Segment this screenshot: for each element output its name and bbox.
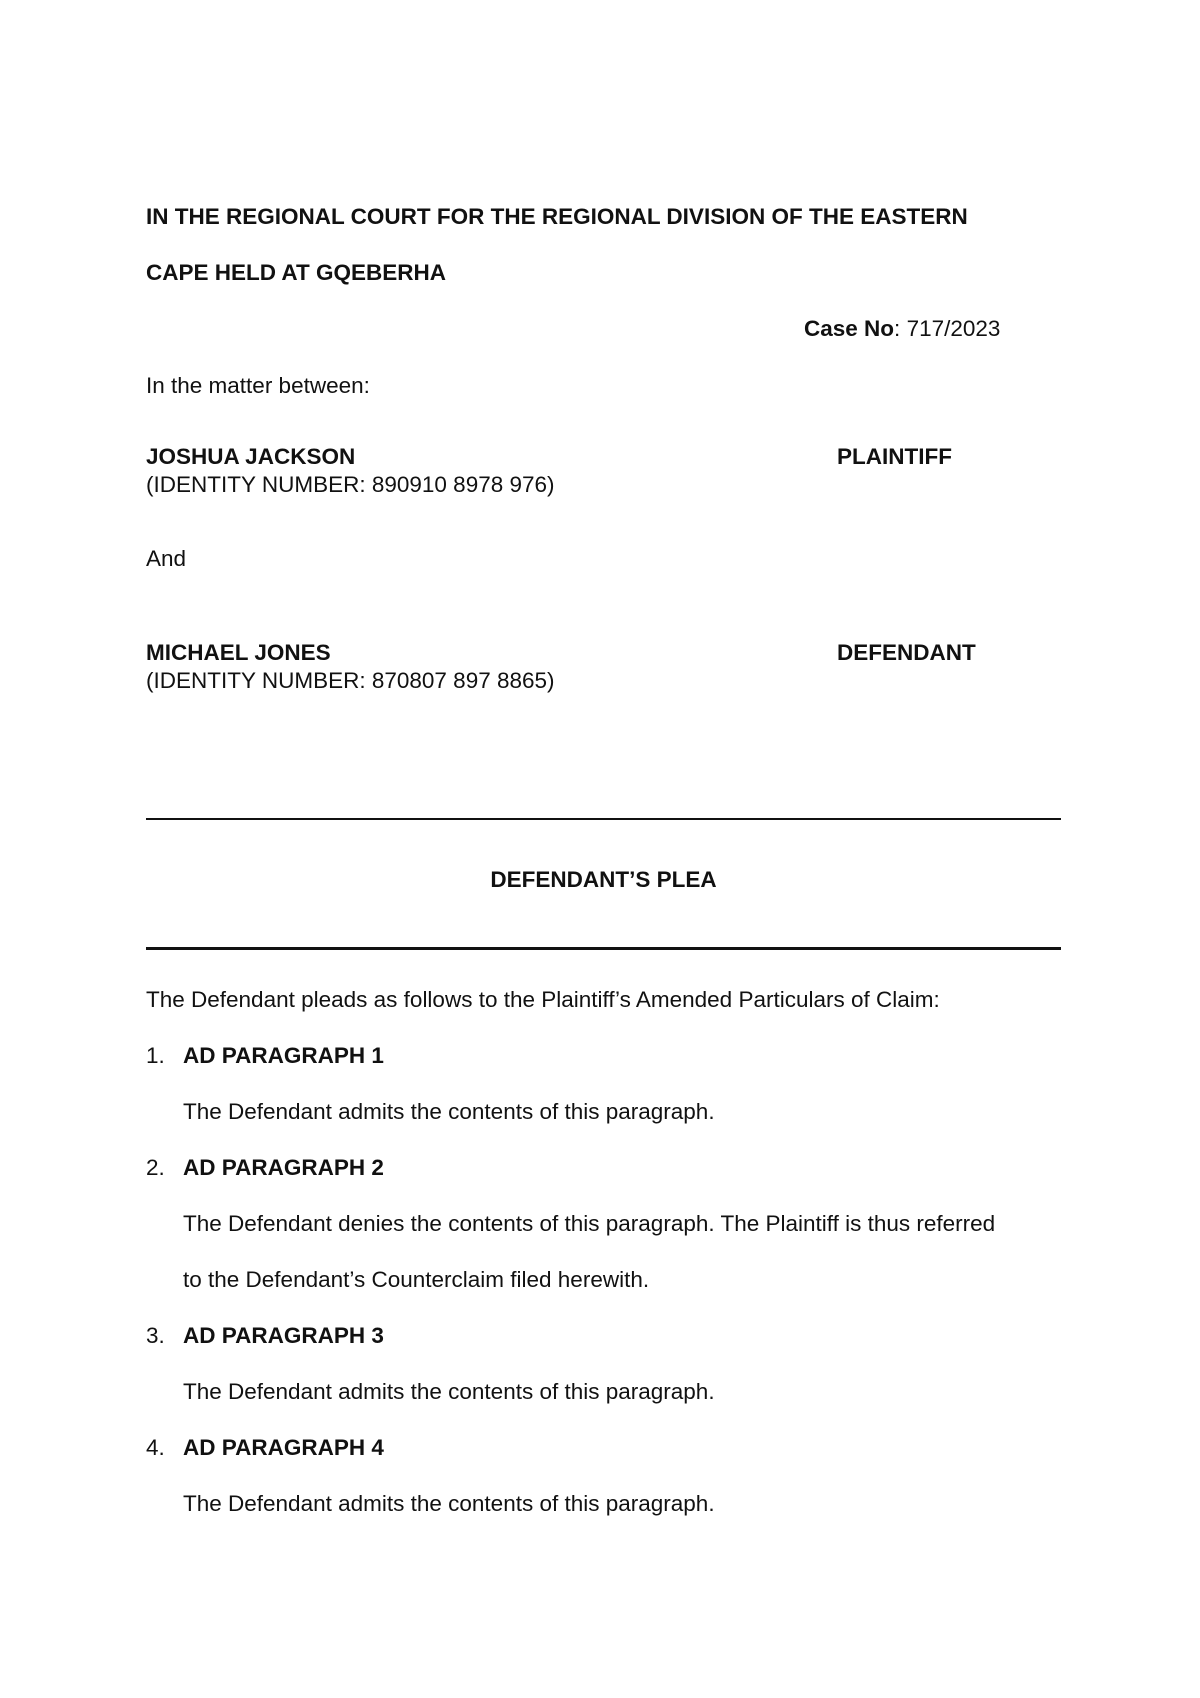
matter-intro: In the matter between: bbox=[146, 373, 370, 398]
paragraph-heading: AD PARAGRAPH 2 bbox=[183, 1155, 384, 1180]
defendant-role: DEFENDANT bbox=[837, 640, 976, 665]
paragraph-text: The Defendant admits the contents of this paragraph. bbox=[183, 1099, 715, 1124]
document-title: DEFENDANT’S PLEA bbox=[490, 867, 717, 892]
paragraph-heading: AD PARAGRAPH 4 bbox=[183, 1435, 384, 1460]
paragraph-text: The Defendant denies the contents of this paragraph. The Plaintiff is thus referred bbox=[183, 1211, 996, 1236]
top-divider bbox=[146, 818, 1061, 820]
bottom-divider bbox=[146, 947, 1061, 950]
case-number-label: Case No bbox=[804, 316, 895, 341]
paragraph-heading: AD PARAGRAPH 1 bbox=[183, 1043, 384, 1068]
paragraph-text: The Defendant admits the contents of this paragraph. bbox=[183, 1379, 715, 1404]
plaintiff-id: (IDENTITY NUMBER: 890910 8978 976) bbox=[146, 472, 555, 497]
plaintiff-role: PLAINTIFF bbox=[837, 444, 952, 469]
plea-intro: The Defendant pleads as follows to the Plaintiff’s Amended Particulars of Claim: bbox=[146, 987, 940, 1012]
paragraph-number: 2. bbox=[146, 1155, 165, 1180]
defendant-name: MICHAEL JONES bbox=[146, 640, 331, 665]
paragraph-number: 1. bbox=[146, 1043, 165, 1068]
paragraph-number: 3. bbox=[146, 1323, 165, 1348]
conjunction-and: And bbox=[146, 546, 187, 571]
case-number bbox=[804, 318, 1000, 341]
plaintiff-name: JOSHUA JACKSON bbox=[146, 444, 356, 469]
paragraph-text: to the Defendant’s Counterclaim filed herewith. bbox=[183, 1267, 650, 1292]
paragraph-number: 4. bbox=[146, 1435, 165, 1460]
case-number-value: 717/2023 bbox=[900, 316, 1001, 341]
case-number-separator: : bbox=[894, 316, 901, 341]
court-heading-line-1: IN THE REGIONAL COURT FOR THE REGIONAL DIVISION OF THE EASTERN bbox=[146, 204, 968, 229]
court-heading-line-2: CAPE HELD AT GQEBERHA bbox=[146, 260, 447, 285]
paragraph-heading: AD PARAGRAPH 3 bbox=[183, 1323, 384, 1348]
paragraph-text: The Defendant admits the contents of this paragraph. bbox=[183, 1491, 715, 1516]
defendant-id: (IDENTITY NUMBER: 870807 897 8865) bbox=[146, 668, 555, 693]
